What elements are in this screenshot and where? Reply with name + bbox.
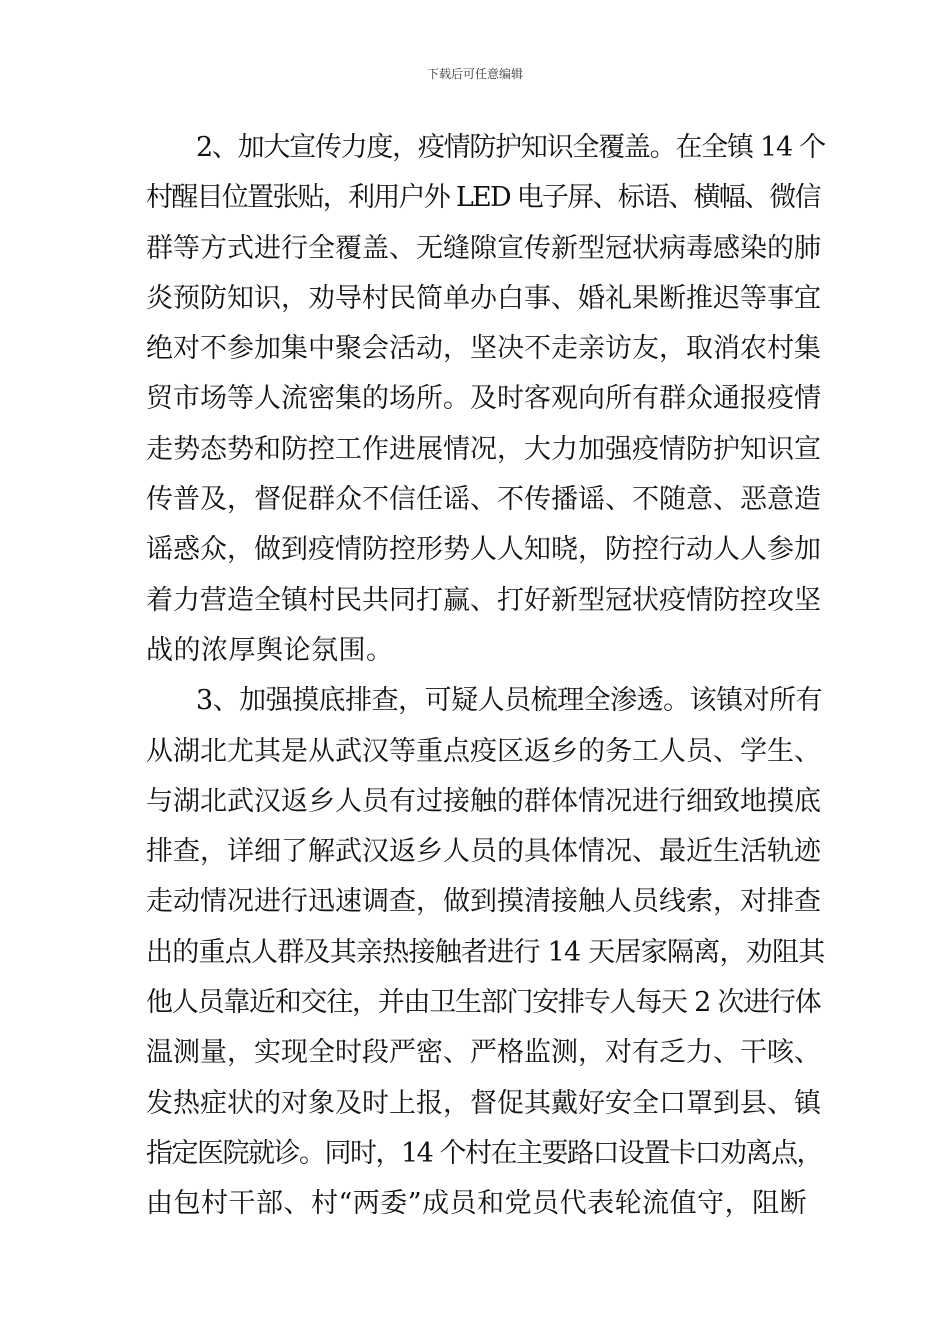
text-line: 指定医院就诊。同时，14 个村在主要路口设置卡口劝离点， [146, 1137, 822, 1169]
text-line: 从湖北尤其是从武汉等重点疫区返乡的务工人员、学生、 [146, 735, 821, 767]
text-line: 出的重点人群及其亲热接触者进行 14 天居家隔离，劝阻其 [146, 936, 825, 968]
text-line: 走动情况进行迅速调查，做到摸清接触人员线索，对排查 [146, 886, 821, 918]
paragraph-screening [146, 683, 826, 1236]
text-line: 贸市场等人流密集的场所。及时客观向所有群众通报疫情 [146, 383, 821, 415]
text-line: 2、加大宣传力度，疫情防护知识全覆盖。在全镇 14 个 [196, 132, 825, 163]
text-line: 排查，详细了解武汉返乡人员的具体情况、最近生活轨迹 [146, 836, 821, 868]
text-line: 谣惑众，做到疫情防控形势人人知晓，防控行动人人参加 [146, 534, 821, 566]
text-line: 3、加强摸底排查，可疑人员梳理全渗透。该镇对所有 [196, 685, 823, 717]
text-line: 着力营造全镇村民共同打赢、打好新型冠状疫情防控攻坚 [146, 584, 821, 616]
text-line: 传普及，督促群众不信任谣、不传播谣、不随意、恶意造 [146, 484, 821, 516]
text-line: 发热症状的对象及时上报，督促其戴好安全口罩到县、镇 [146, 1087, 821, 1119]
text-line: 他人员靠近和交往，并由卫生部门安排专人每天 2 次进行体 [146, 987, 821, 1019]
document-body [146, 130, 826, 1237]
text-line: 与湖北武汉返乡人员有过接触的群体情况进行细致地摸底 [146, 785, 821, 817]
paragraph-publicity [146, 130, 826, 683]
text-line: 走势态势和防控工作进展情况，大力加强疫情防护知识宣 [146, 433, 821, 465]
text-line: 群等方式进行全覆盖、无缝隙宣传新型冠状病毒感染的肺 [146, 232, 821, 264]
page-header: 下载后可任意编辑 [426, 67, 523, 81]
text-line: 由包村干部、村“两委”成员和党员代表轮流值守，阻断 [146, 1188, 808, 1220]
text-line: 温测量，实现全时段严密、严格监测，对有乏力、干咳、 [146, 1037, 821, 1069]
text-line: 村醒目位置张贴，利用户外 LED 电子屏、标语、横幅、微信 [146, 182, 820, 214]
text-line: 炎预防知识，劝导村民简单办白事、婚礼果断推迟等事宜 [146, 282, 821, 314]
text-line: 战的浓厚舆论氛围。 [146, 634, 394, 666]
text-line: 绝对不参加集中聚会活动，坚决不走亲访友，取消农村集 [146, 333, 821, 365]
